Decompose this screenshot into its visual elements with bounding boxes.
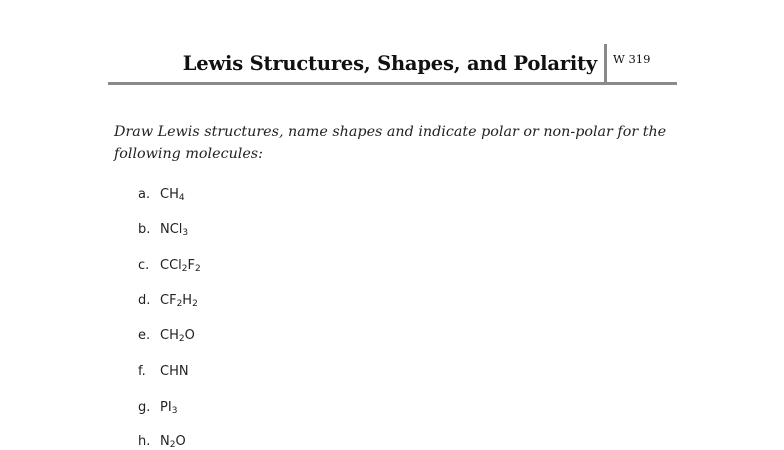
formula-subscript: 2 bbox=[176, 299, 183, 309]
formula-part: PI bbox=[160, 400, 172, 415]
formula-subscript: 2 bbox=[169, 440, 176, 450]
formula-part: O bbox=[175, 434, 186, 449]
molecule-formula bbox=[160, 222, 188, 237]
formula-part: CH bbox=[160, 328, 179, 343]
worksheet-code: W 319 bbox=[613, 52, 651, 66]
worksheet-header bbox=[108, 44, 677, 84]
formula-part: H bbox=[169, 187, 179, 202]
formula-subscript: 2 bbox=[195, 264, 201, 274]
header-divider-vertical bbox=[604, 44, 607, 82]
list-item bbox=[138, 434, 186, 449]
molecule-formula bbox=[160, 293, 198, 308]
formula-part: H bbox=[182, 293, 193, 308]
list-item-letter: f. bbox=[138, 364, 146, 379]
list-item-letter: b. bbox=[138, 222, 151, 237]
formula-part: CCl bbox=[160, 258, 182, 273]
list-item-letter: c. bbox=[138, 258, 150, 273]
molecule-formula bbox=[160, 328, 195, 343]
molecule-formula bbox=[160, 258, 201, 273]
molecule-formula bbox=[160, 400, 177, 415]
formula-subscript: 2 bbox=[181, 264, 188, 274]
header-divider-horizontal bbox=[108, 82, 677, 85]
formula-subscript: 2 bbox=[192, 299, 198, 309]
list-item bbox=[138, 400, 177, 415]
list-item-letter: d. bbox=[138, 293, 151, 308]
list-item bbox=[138, 187, 185, 202]
list-item-letter: e. bbox=[138, 328, 151, 343]
formula-part: NCl bbox=[160, 222, 183, 237]
page-title: Lewis Structures, Shapes, and Polarity bbox=[182, 52, 597, 75]
molecule-formula bbox=[160, 434, 186, 449]
list-item bbox=[138, 328, 195, 343]
formula-part: CHN bbox=[160, 364, 189, 379]
formula-part: F bbox=[187, 258, 195, 273]
formula-subscript: 3 bbox=[182, 228, 189, 238]
list-item-letter: a. bbox=[138, 187, 151, 202]
list-item bbox=[138, 293, 198, 308]
list-item bbox=[138, 222, 188, 237]
formula-part: CF bbox=[160, 293, 177, 308]
list-item bbox=[138, 364, 189, 379]
formula-subscript: 4 bbox=[178, 193, 185, 203]
formula-part: N bbox=[160, 434, 170, 449]
molecule-formula bbox=[160, 187, 185, 202]
formula-part: C bbox=[160, 187, 170, 202]
list-item-letter: g. bbox=[138, 400, 151, 415]
formula-part: O bbox=[184, 328, 195, 343]
molecule-formula bbox=[160, 364, 189, 379]
list-item bbox=[138, 258, 201, 273]
formula-subscript: 2 bbox=[178, 334, 185, 344]
instructions-text: Draw Lewis structures, name shapes and indicate polar or non-polar for the following molecules: bbox=[114, 124, 667, 162]
list-item-letter: h. bbox=[138, 434, 151, 449]
formula-subscript: 3 bbox=[171, 406, 178, 416]
